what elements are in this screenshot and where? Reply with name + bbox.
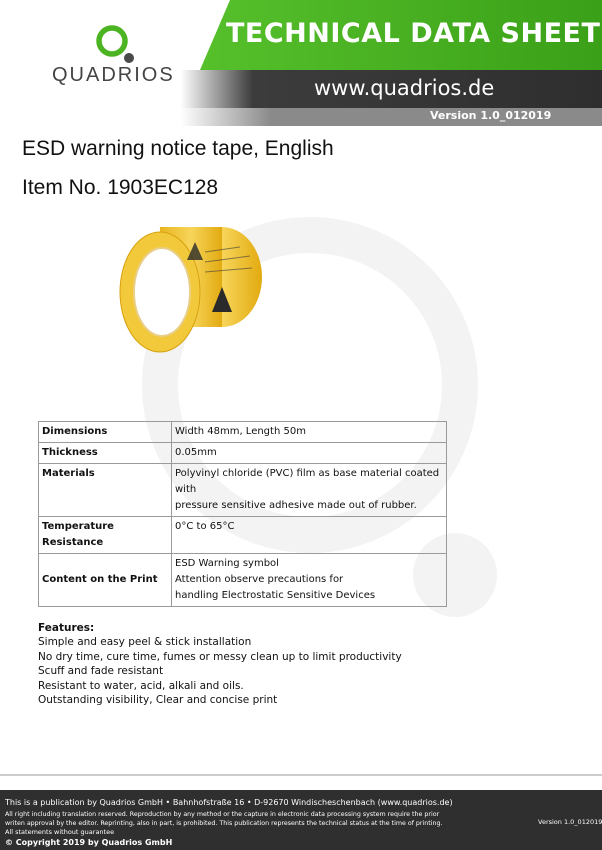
banner-title: TECHNICAL DATA SHEET	[226, 18, 601, 49]
publication-note: This is a publication by Quadrios GmbH • Bahnhofstraße 16 • D-92670 Windischeschenbach (www.quadrios.de)	[5, 798, 453, 807]
features-heading: Features:	[38, 622, 95, 634]
feature-item: Scuff and fade resistant	[38, 665, 164, 678]
rights-note: All right including translation reserved. Reproduction by any method or the capture in electronic data processing system require the prior writen approval by the editor. Reprinting, also in part, is prohibited. This publication represents the technical status at the time of printing.	[5, 811, 443, 827]
website-link[interactable]: www.quadrios.de	[314, 76, 495, 100]
table-row	[39, 464, 447, 517]
spec-value: Width 48mm, Length 50m	[172, 422, 447, 443]
version-label: Version 1.0_012019	[430, 109, 552, 122]
spec-value-line: Attention observe precautions for	[175, 574, 344, 585]
footer-divider	[0, 774, 602, 776]
table-row	[39, 443, 447, 464]
copyright-note: © Copyright 2019 by Quadrios GmbH	[5, 838, 173, 847]
feature-item: Outstanding visibility, Clear and concise print	[38, 694, 278, 707]
table-row	[39, 517, 447, 554]
spec-value: 0°C to 65°C	[172, 517, 447, 554]
spec-value-line: pressure sensitive adhesive made out of rubber.	[175, 500, 417, 511]
spec-value-line: handling Electrostatic Sensitive Devices	[175, 590, 376, 601]
spec-value-line: ESD Warning symbol	[175, 558, 279, 569]
footer	[0, 790, 602, 850]
features-section	[38, 621, 402, 707]
table-row	[39, 422, 447, 443]
footer-version: Version 1.0_012019	[538, 818, 602, 826]
specification-table	[38, 421, 447, 607]
product-title: ESD warning notice tape, English	[22, 137, 334, 160]
spec-value: 0.05mm	[172, 443, 447, 464]
spec-label: Thickness	[39, 443, 172, 464]
yellow-tape-roll-image	[110, 222, 270, 362]
company-name: QUADRIOS	[52, 64, 175, 86]
header	[0, 0, 602, 130]
spec-value	[172, 554, 447, 607]
spec-label: Temperature Resistance	[39, 517, 172, 554]
spec-label: Dimensions	[39, 422, 172, 443]
table-row	[39, 554, 447, 607]
item-number: Item No. 1903EC128	[22, 176, 219, 199]
spec-label: Materials	[39, 464, 172, 517]
spec-value-line: Polyvinyl chloride (PVC) film as base material coated with	[175, 468, 440, 495]
spec-value	[172, 464, 447, 517]
feature-item: Simple and easy peel & stick installation	[38, 636, 252, 649]
guarantee-note: All statements without guarantee	[5, 828, 115, 836]
spec-label: Content on the Print	[39, 554, 172, 607]
feature-item: No dry time, cure time, fumes or messy clean up to limit productivity	[38, 650, 402, 663]
feature-item: Resistant to water, acid, alkali and oils.	[38, 679, 244, 692]
